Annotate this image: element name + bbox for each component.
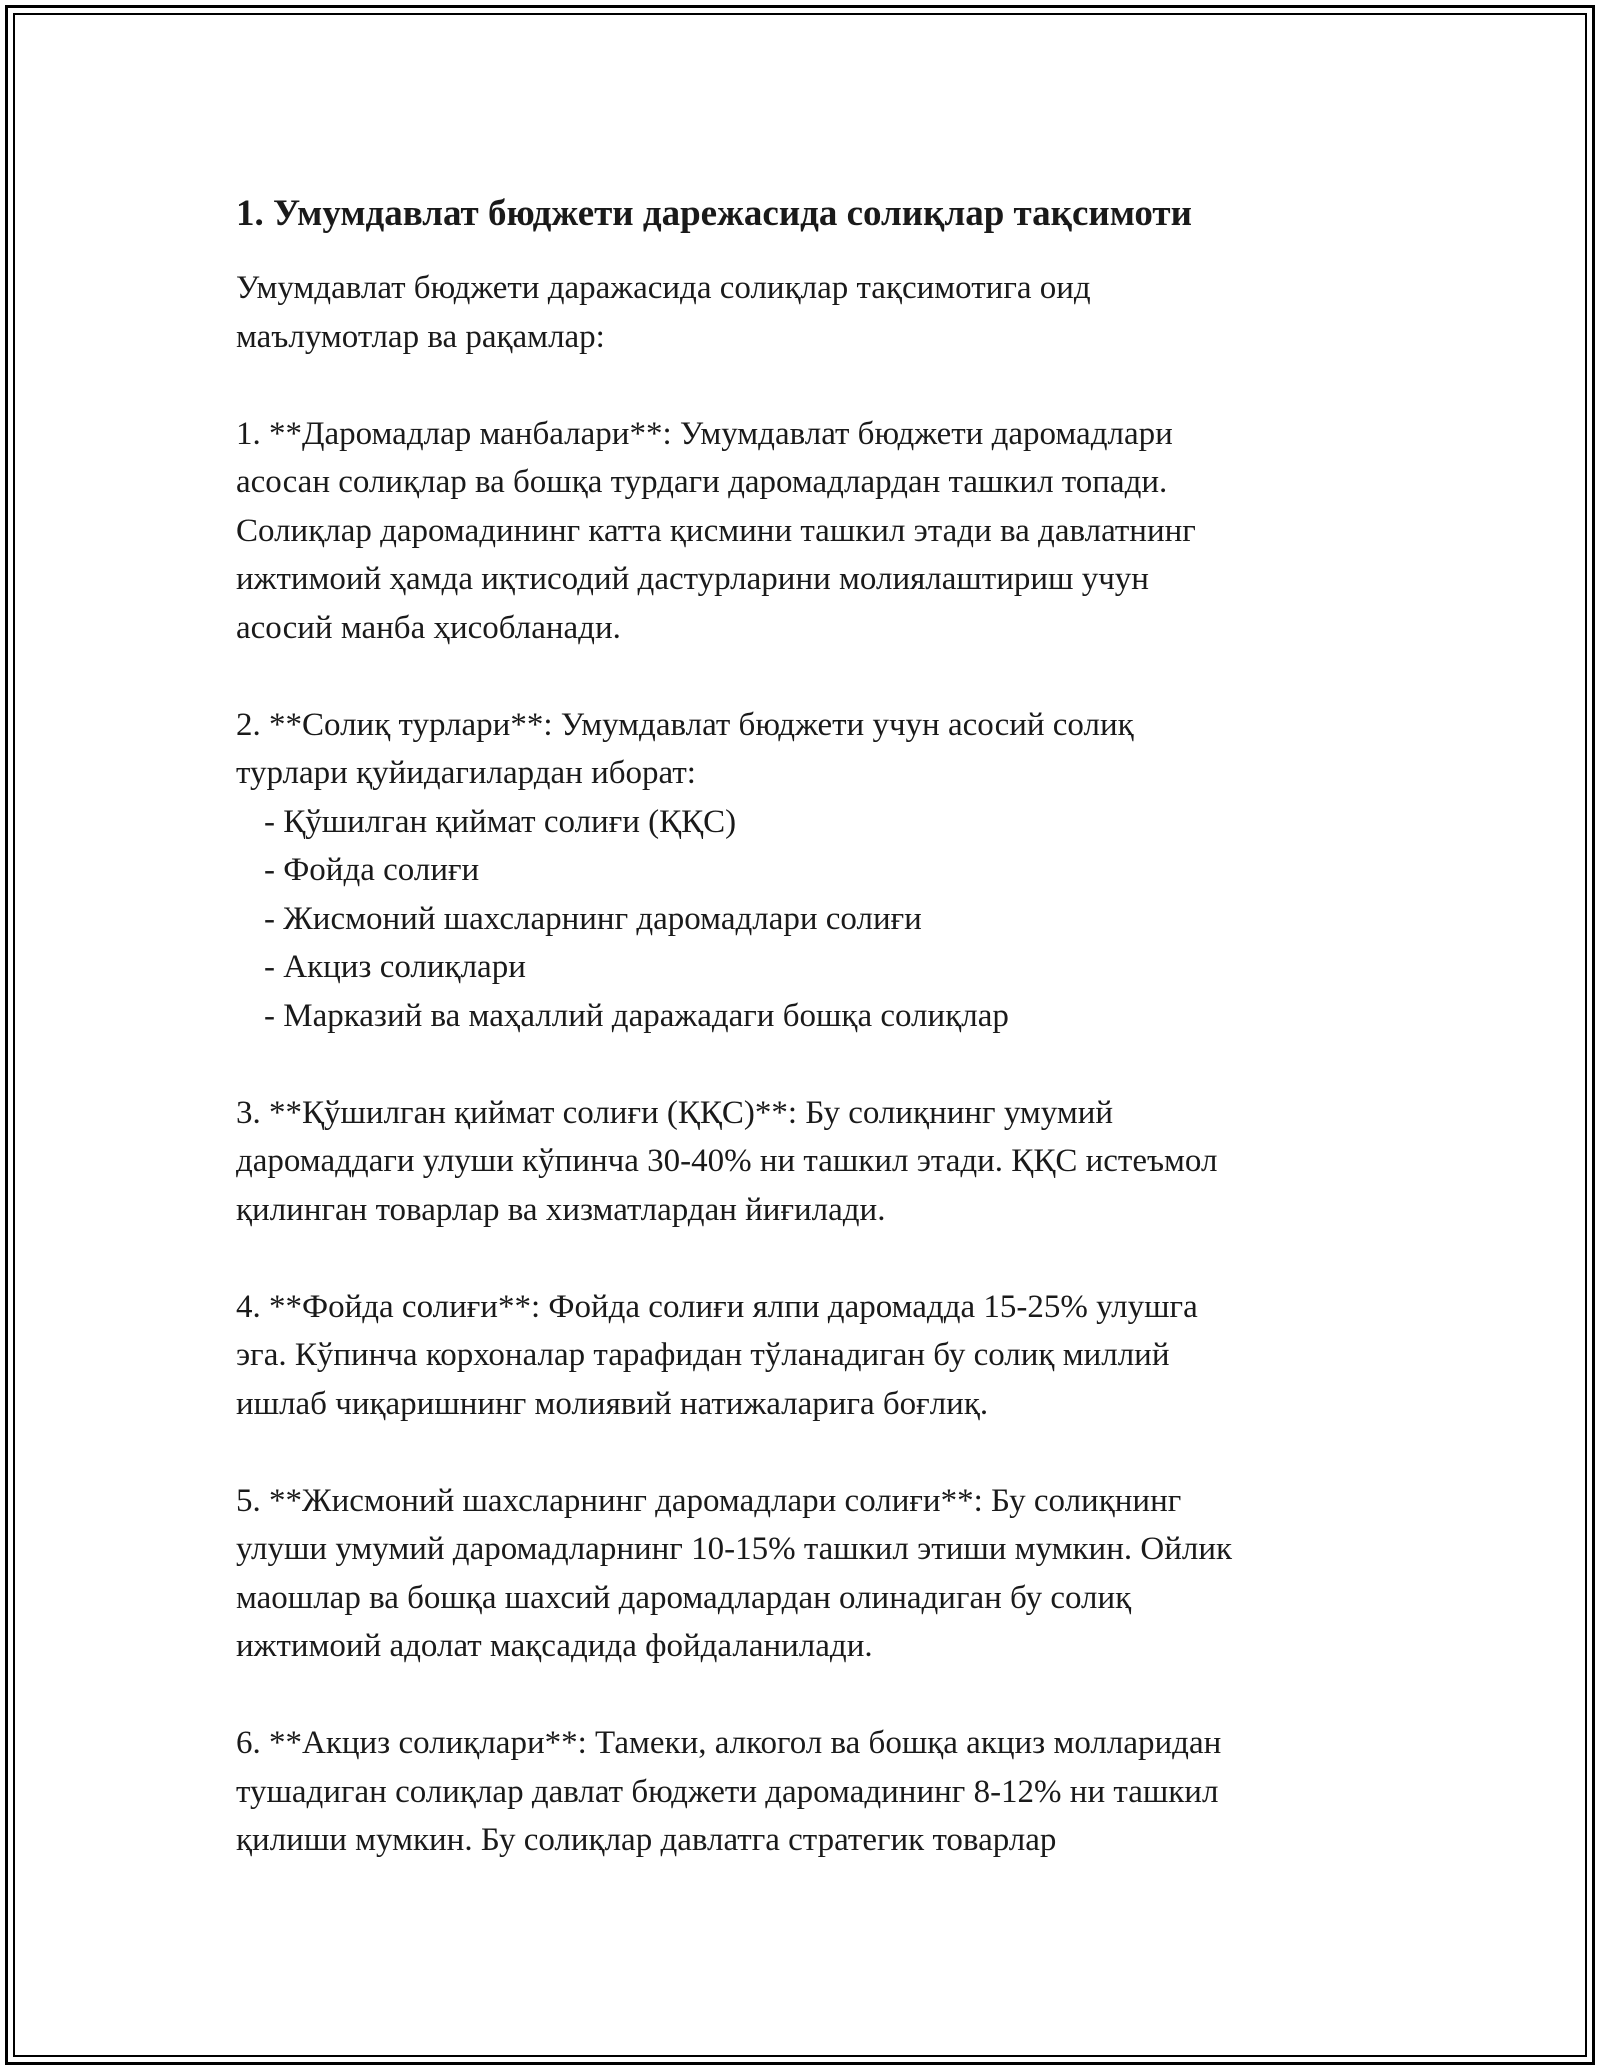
text-line: маошлар ва бошқа шахсий даромадлардан олинадиган бу солиқ [236, 1579, 1132, 1616]
text-line: 4. **Фойда солиғи**: Фойда солиғи ялпи даромадда 15-25% улушга [236, 1288, 1198, 1325]
list-item: - Фойда солиғи [264, 852, 480, 888]
paragraph-gap [236, 1234, 1366, 1283]
text-line: 6. **Акциз солиқлари**: Тамеки, алкогол ва бошқа акциз молларидан [236, 1725, 1222, 1761]
paragraph-gap [236, 1671, 1366, 1720]
text-line: ижтимоий адолат мақсадида фойдаланилади. [236, 1628, 873, 1664]
text-line: қилинган товарлар ва хизматлардан йиғилади. [236, 1191, 886, 1228]
intro-paragraph [236, 264, 1366, 1865]
document-body [236, 185, 1366, 1865]
text-line: асосан солиқлар ва бошқа турдаги даромадлардан ташкил топади. [236, 464, 1168, 500]
paragraph-gap [236, 652, 1366, 701]
list-item: - Акциз солиқлари [264, 949, 526, 985]
text-line: қилиши мумкин. Бу солиқлар давлатга стратегик товарлар [236, 1822, 1057, 1858]
document-heading: 1. Умумдавлат бюджети дарежасида солиқлар тақсимоти [236, 193, 1192, 234]
text-line: Солиқлар даромадининг катта қисмини ташкил этади ва давлатнинг [236, 512, 1196, 549]
text-line: ижтимоий ҳамда иқтисодий дастурларини молиялаштириш учун [236, 561, 1149, 597]
text-line: 1. **Даромадлар манбалари**: Умумдавлат бюджети даромадлари [236, 415, 1173, 452]
paragraph-gap [236, 1040, 1366, 1089]
paragraph-gap [236, 361, 1366, 410]
list-item: - Қўшилган қиймат солиғи (ҚҚС) [264, 803, 737, 840]
list-item: - Жисмоний шахсларнинг даромадлари солиғи [264, 900, 922, 937]
text-line: улуши умумий даромадларнинг 10-15% ташкил этиши мумкин. Ойлик [236, 1531, 1233, 1567]
text-line: ишлаб чиқаришнинг молиявий натижаларига боғлиқ. [236, 1385, 989, 1422]
text-line: маълумотлар ва рақамлар: [236, 318, 605, 355]
text-line: 5. **Жисмоний шахсларнинг даромадлари солиғи**: Бу солиқнинг [236, 1482, 1182, 1519]
list-item: - Марказий ва маҳаллий даражадаги бошқа солиқлар [264, 997, 1009, 1034]
text-line: даромаддаги улуши кўпинча 30-40% ни ташкил этади. ҚҚС истеъмол [236, 1143, 1218, 1179]
paragraph-gap [236, 1428, 1366, 1477]
text-line: эга. Кўпинча корхоналар тарафидан тўланадиган бу солиқ миллий [236, 1337, 1170, 1373]
text-line: Умумдавлат бюджети даражасида солиқлар тақсимотига оид [236, 270, 1091, 306]
text-line: 3. **Қўшилган қиймат солиғи (ҚҚС)**: Бу солиқнинг умумий [236, 1094, 1114, 1131]
text-line: 2. **Солиқ турлари**: Умумдавлат бюджети учун асосий солиқ [236, 706, 1134, 743]
text-line: асосий манба ҳисобланади. [236, 609, 621, 646]
text-line: турлари қуйидагилардан иборат: [236, 755, 696, 791]
text-line: тушадиган солиқлар давлат бюджети даромадининг 8-12% ни ташкил [236, 1773, 1219, 1810]
